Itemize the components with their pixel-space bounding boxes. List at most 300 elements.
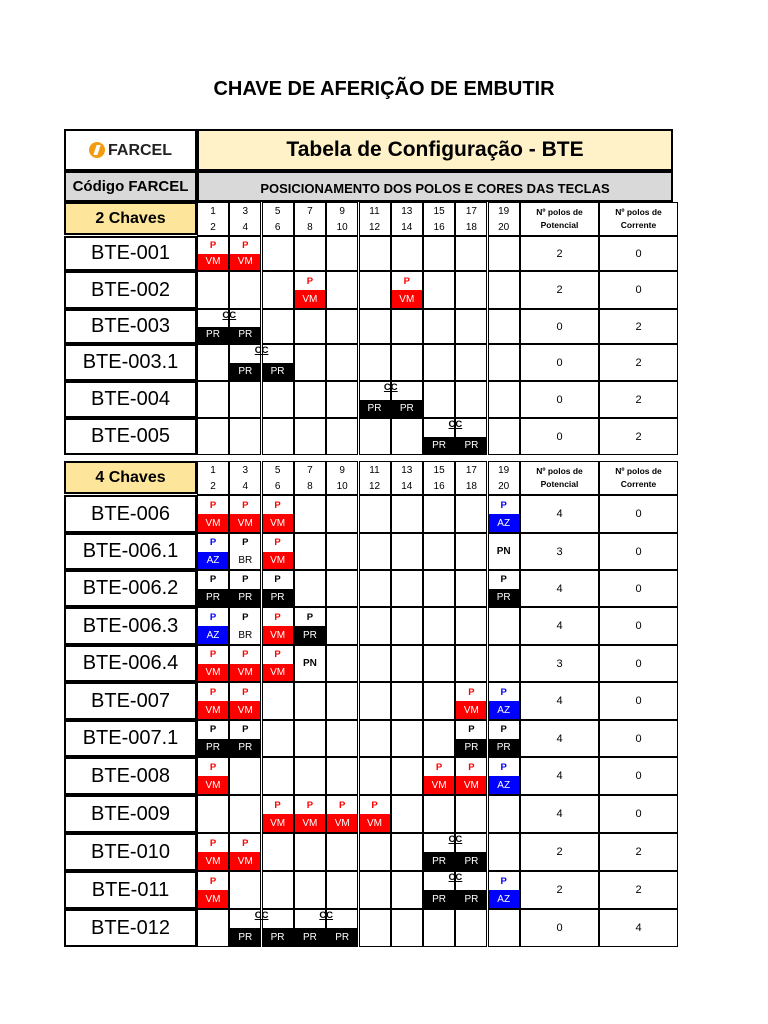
position-cell: [326, 381, 358, 418]
position-cell: [423, 720, 455, 757]
key-color-tag: [489, 290, 519, 308]
pole-marker: [456, 534, 486, 552]
position-cell: [197, 271, 229, 309]
current-count: 4: [599, 909, 678, 947]
key-color-tag: [424, 664, 454, 682]
key-color-tag: [230, 400, 260, 418]
column-number-bottom: 18: [465, 221, 477, 233]
key-color-tag: [230, 890, 260, 908]
column-number-bottom: 18: [465, 480, 477, 492]
pole-marker: [424, 534, 454, 552]
key-color-tag: [424, 589, 454, 607]
key-color-tag: VM: [198, 701, 228, 719]
cc-label: CC: [254, 910, 269, 921]
column-header: [262, 461, 294, 495]
pole-marker: P: [242, 239, 249, 251]
pole-marker: P: [242, 537, 249, 549]
key-color-tag: [392, 664, 422, 682]
position-cell: [488, 271, 520, 309]
position-cell: [326, 570, 358, 607]
product-code: BTE-007: [64, 682, 197, 720]
pole-marker: [456, 646, 486, 664]
pole-marker: [198, 796, 228, 814]
key-color-tag: VM: [230, 254, 260, 271]
position-cell: [455, 236, 487, 271]
key-color-tag: [327, 400, 357, 418]
key-color-tag: PR: [360, 400, 390, 418]
column-number-top: 19: [498, 205, 510, 217]
position-cell: [423, 495, 455, 533]
pole-marker: PN: [496, 546, 511, 557]
key-color-tag: BR: [230, 552, 260, 570]
column-header: [455, 461, 487, 495]
position-cell: [294, 533, 326, 570]
position-cell: [455, 271, 487, 309]
key-color-tag: [360, 552, 390, 570]
position-cell: [262, 533, 294, 570]
key-color-tag: AZ: [489, 514, 519, 532]
potential-count: 4: [520, 795, 599, 833]
pole-marker: [360, 571, 390, 589]
pole-marker: [295, 345, 325, 363]
current-count: 2: [599, 309, 678, 344]
key-color-tag: [360, 363, 390, 381]
product-code: BTE-002: [64, 271, 197, 309]
current-count: 0: [599, 720, 678, 757]
pole-marker: [295, 834, 325, 852]
position-cell: [294, 833, 326, 871]
pole-marker: [456, 796, 486, 814]
pole-marker: [360, 683, 390, 701]
pole-marker: [424, 683, 454, 701]
pole-marker: [456, 272, 486, 290]
pole-marker: [424, 382, 454, 400]
column-number-top: 3: [242, 205, 249, 217]
column-number-bottom: 10: [336, 221, 348, 233]
current-count: 0: [599, 795, 678, 833]
key-color-tag: [198, 400, 228, 418]
pole-marker: [489, 310, 519, 327]
column-number-bottom: 2: [210, 221, 216, 233]
position-cell: [262, 757, 294, 795]
key-color-tag: PR: [392, 400, 422, 418]
current-count: 2: [599, 418, 678, 455]
pole-marker: [424, 796, 454, 814]
key-color-tag: [327, 552, 357, 570]
potential-count: 0: [520, 418, 599, 455]
key-color-tag: VM: [456, 701, 486, 719]
key-color-tag: [489, 626, 519, 644]
pole-marker: [456, 496, 486, 514]
pole-marker: [198, 382, 228, 400]
column-number-top: 9: [339, 205, 345, 217]
position-cell: [262, 682, 294, 720]
position-cell: [423, 570, 455, 607]
key-color-tag: [360, 928, 390, 946]
column-number-top: 19: [498, 464, 510, 476]
key-color-tag: VM: [198, 890, 228, 908]
potential-count: 4: [520, 495, 599, 533]
key-color-tag: [295, 589, 325, 607]
key-color-tag: VM: [424, 776, 454, 794]
pole-marker: P: [242, 724, 249, 736]
product-code: BTE-006.4: [64, 645, 197, 682]
potential-count: 3: [520, 645, 599, 682]
key-color-tag: [263, 290, 293, 308]
column-number-bottom: 20: [498, 221, 510, 233]
key-color-tag: PR: [230, 363, 260, 381]
position-cell: [294, 720, 326, 757]
position-cell: [423, 645, 455, 682]
pole-marker: [489, 419, 519, 437]
column-number-top: 11: [369, 205, 380, 217]
key-color-tag: PR: [198, 327, 228, 344]
column-number-top: 17: [465, 205, 477, 217]
potential-count: 0: [520, 344, 599, 381]
pole-marker: [456, 345, 486, 363]
key-color-tag: [327, 290, 357, 308]
position-cell: [326, 236, 358, 271]
key-color-tag: AZ: [198, 552, 228, 570]
pole-marker: [424, 571, 454, 589]
position-cell: [359, 570, 391, 607]
pole-marker: [230, 796, 260, 814]
column-number-top: 11: [369, 464, 380, 476]
pole-marker: [327, 237, 357, 254]
position-cell: [294, 344, 326, 381]
pole-marker: [392, 796, 422, 814]
pole-marker: P: [435, 761, 443, 773]
key-color-tag: PR: [489, 589, 519, 607]
pole-marker: [198, 910, 228, 928]
position-cell: [391, 570, 423, 607]
product-code: BTE-009: [64, 795, 197, 833]
key-color-tag: [295, 776, 325, 794]
position-cell: [488, 533, 520, 570]
position-cell: [229, 757, 261, 795]
position-cell: [423, 271, 455, 309]
pole-marker: [295, 310, 325, 327]
pole-marker: [392, 834, 422, 852]
pole-marker: P: [209, 239, 217, 251]
pole-marker: P: [468, 761, 475, 773]
position-cell: [294, 271, 326, 309]
current-count: 0: [599, 607, 678, 645]
position-cell: [488, 833, 520, 871]
position-cell: [262, 871, 294, 909]
position-cell: [326, 871, 358, 909]
pole-marker: P: [274, 649, 281, 661]
position-cell: [229, 236, 261, 271]
section-label: 4 Chaves: [64, 461, 197, 494]
key-color-tag: BR: [230, 626, 260, 644]
pole-marker: P: [209, 686, 217, 698]
position-cell: [359, 533, 391, 570]
position-cell: [488, 682, 520, 720]
pole-marker: [327, 496, 357, 514]
key-color-tag: AZ: [489, 776, 519, 794]
pole-marker: [424, 272, 454, 290]
pole-marker: [327, 272, 357, 290]
position-cell: [294, 236, 326, 271]
key-color-tag: [424, 814, 454, 832]
position-cell: [326, 418, 358, 455]
product-code: BTE-004: [64, 381, 197, 418]
pole-marker: P: [500, 686, 507, 698]
pole-marker: [327, 382, 357, 400]
product-code: BTE-008: [64, 757, 197, 795]
logo-text: FARCEL: [108, 142, 172, 159]
pole-marker: [295, 382, 325, 400]
column-header: [423, 461, 455, 495]
position-cell: [229, 418, 261, 455]
key-color-tag: [198, 814, 228, 832]
potential-count: 0: [520, 909, 599, 947]
position-cell: [326, 833, 358, 871]
column-number-top: 7: [307, 205, 313, 217]
potential-count: 2: [520, 871, 599, 909]
position-cell: [294, 645, 326, 682]
key-color-tag: [295, 363, 325, 381]
pole-marker: [489, 608, 519, 626]
potential-count: 0: [520, 381, 599, 418]
position-cell: [197, 570, 229, 607]
pole-marker: P: [500, 875, 507, 887]
pole-marker: P: [209, 837, 217, 849]
key-color-tag: [263, 400, 293, 418]
pole-marker: [263, 834, 293, 852]
column-header: [294, 461, 326, 495]
position-cell: [455, 682, 487, 720]
key-color-tag: PR: [295, 626, 325, 644]
pole-marker: [489, 834, 519, 852]
position-cell: [455, 381, 487, 418]
product-code: BTE-005: [64, 418, 197, 455]
pole-marker: [424, 910, 454, 928]
pole-marker: P: [209, 724, 217, 736]
column-number-bottom: 4: [242, 480, 249, 492]
position-cell: [229, 570, 261, 607]
position-cell: [359, 645, 391, 682]
column-number-bottom: 4: [242, 221, 249, 233]
column-header: [391, 461, 423, 495]
pole-marker: [392, 496, 422, 514]
position-cell: [391, 309, 423, 344]
column-number-bottom: 16: [433, 221, 445, 233]
position-cell: [488, 607, 520, 645]
key-color-tag: [392, 626, 422, 644]
pole-marker: [230, 419, 260, 437]
potential-count: 4: [520, 757, 599, 795]
position-cell: [326, 757, 358, 795]
position-cell: [197, 833, 229, 871]
key-color-tag: [295, 514, 325, 532]
key-color-tag: [263, 739, 293, 757]
current-count: 2: [599, 871, 678, 909]
position-cell: [197, 495, 229, 533]
column-header: [359, 202, 391, 236]
column-number-bottom: 8: [307, 480, 313, 492]
position-cell: [229, 495, 261, 533]
position-cell: [262, 271, 294, 309]
position-cell: [488, 909, 520, 947]
pole-marker: P: [274, 574, 281, 586]
column-number-bottom: 8: [307, 221, 313, 233]
key-color-tag: [424, 552, 454, 570]
key-color-tag: [456, 254, 486, 271]
position-cell: [229, 833, 261, 871]
key-color-tag: PR: [456, 739, 486, 757]
position-cell: [262, 570, 294, 607]
key-color-tag: [295, 400, 325, 418]
position-cell: [488, 418, 520, 455]
pole-marker: [230, 382, 260, 400]
key-color-tag: [456, 290, 486, 308]
potential-count: 2: [520, 236, 599, 271]
position-cell: [359, 757, 391, 795]
pole-marker: [392, 571, 422, 589]
pole-marker: [327, 721, 357, 739]
key-color-tag: [230, 814, 260, 832]
pole-marker: [424, 237, 454, 254]
key-color-tag: [489, 254, 519, 271]
pole-marker: [360, 534, 390, 552]
key-color-tag: [456, 928, 486, 946]
key-color-tag: [295, 739, 325, 757]
header-current: Nº polos de Corrente: [599, 461, 678, 495]
key-color-tag: [489, 400, 519, 418]
position-cell: [359, 909, 391, 947]
pole-marker: [263, 872, 293, 890]
pole-marker: P: [500, 574, 507, 586]
pole-marker: P: [209, 611, 217, 623]
potential-count: 2: [520, 833, 599, 871]
position-cell: [262, 309, 294, 344]
key-color-tag: VM: [295, 814, 325, 832]
pole-marker: [263, 721, 293, 739]
position-cell: [488, 871, 520, 909]
position-cell: [391, 720, 423, 757]
pole-marker: P: [468, 686, 475, 698]
column-header: [359, 461, 391, 495]
key-color-tag: [263, 254, 293, 271]
position-cell: [391, 682, 423, 720]
key-color-tag: VM: [198, 514, 228, 532]
current-count: 0: [599, 645, 678, 682]
position-cell: [391, 795, 423, 833]
key-color-tag: PR: [230, 327, 260, 344]
key-color-tag: [263, 776, 293, 794]
position-cell: [391, 833, 423, 871]
current-count: 2: [599, 344, 678, 381]
key-color-tag: [489, 327, 519, 344]
key-color-tag: VM: [392, 290, 422, 308]
key-color-tag: [360, 701, 390, 719]
key-color-tag: [360, 254, 390, 271]
key-color-tag: [327, 327, 357, 344]
pole-marker: [327, 646, 357, 664]
position-cell: [326, 495, 358, 533]
pole-marker: [392, 872, 422, 890]
position-cell: [326, 607, 358, 645]
key-color-tag: [360, 852, 390, 870]
position-cell: [488, 236, 520, 271]
product-code: BTE-003.1: [64, 344, 197, 381]
position-cell: [197, 720, 229, 757]
key-color-tag: [327, 664, 357, 682]
pole-marker: [327, 608, 357, 626]
key-color-tag: AZ: [489, 890, 519, 908]
key-color-tag: VM: [198, 852, 228, 870]
key-color-tag: [198, 437, 228, 455]
pole-marker: [360, 310, 390, 327]
position-cell: [359, 495, 391, 533]
position-cell: [391, 757, 423, 795]
position-cell: [359, 607, 391, 645]
position-cell: [229, 271, 261, 309]
position-cell: [455, 570, 487, 607]
pole-marker: [198, 272, 228, 290]
key-color-tag: [456, 664, 486, 682]
key-color-tag: PR: [263, 363, 293, 381]
pole-marker: P: [306, 275, 314, 287]
key-color-tag: VM: [263, 552, 293, 570]
key-color-tag: [489, 363, 519, 381]
pole-marker: [489, 910, 519, 928]
key-color-tag: [360, 890, 390, 908]
pole-marker: [392, 237, 422, 254]
key-color-tag: [456, 552, 486, 570]
pole-marker: P: [306, 799, 314, 811]
pole-marker: [295, 683, 325, 701]
column-number-top: 7: [307, 464, 313, 476]
position-cell: [326, 271, 358, 309]
potential-count: 4: [520, 607, 599, 645]
position-cell: [262, 236, 294, 271]
pole-marker: [295, 758, 325, 776]
key-color-tag: PR: [424, 852, 454, 870]
table-title: Tabela de Configuração - BTE: [197, 129, 673, 171]
pole-marker: [327, 758, 357, 776]
cc-label: CC: [254, 345, 269, 356]
position-cell: [197, 607, 229, 645]
key-color-tag: [392, 776, 422, 794]
key-color-tag: [198, 928, 228, 946]
pole-marker: [327, 310, 357, 327]
product-code: BTE-003: [64, 309, 197, 344]
column-number-top: 1: [210, 464, 216, 476]
key-color-tag: [327, 589, 357, 607]
position-cell: [359, 795, 391, 833]
key-color-tag: [327, 739, 357, 757]
pole-marker: [327, 345, 357, 363]
pole-marker: [392, 758, 422, 776]
pole-marker: P: [242, 649, 249, 661]
key-color-tag: [295, 254, 325, 271]
position-cell: [229, 795, 261, 833]
key-color-tag: [263, 701, 293, 719]
pole-marker: [198, 419, 228, 437]
position-cell: [391, 495, 423, 533]
position-cell: [423, 682, 455, 720]
position-cell: [423, 381, 455, 418]
pole-marker: [392, 310, 422, 327]
position-cell: [391, 871, 423, 909]
header-potential: Nº polos de Potencial: [520, 461, 599, 495]
pole-marker: [327, 571, 357, 589]
column-header: [197, 461, 229, 495]
pole-marker: [327, 683, 357, 701]
